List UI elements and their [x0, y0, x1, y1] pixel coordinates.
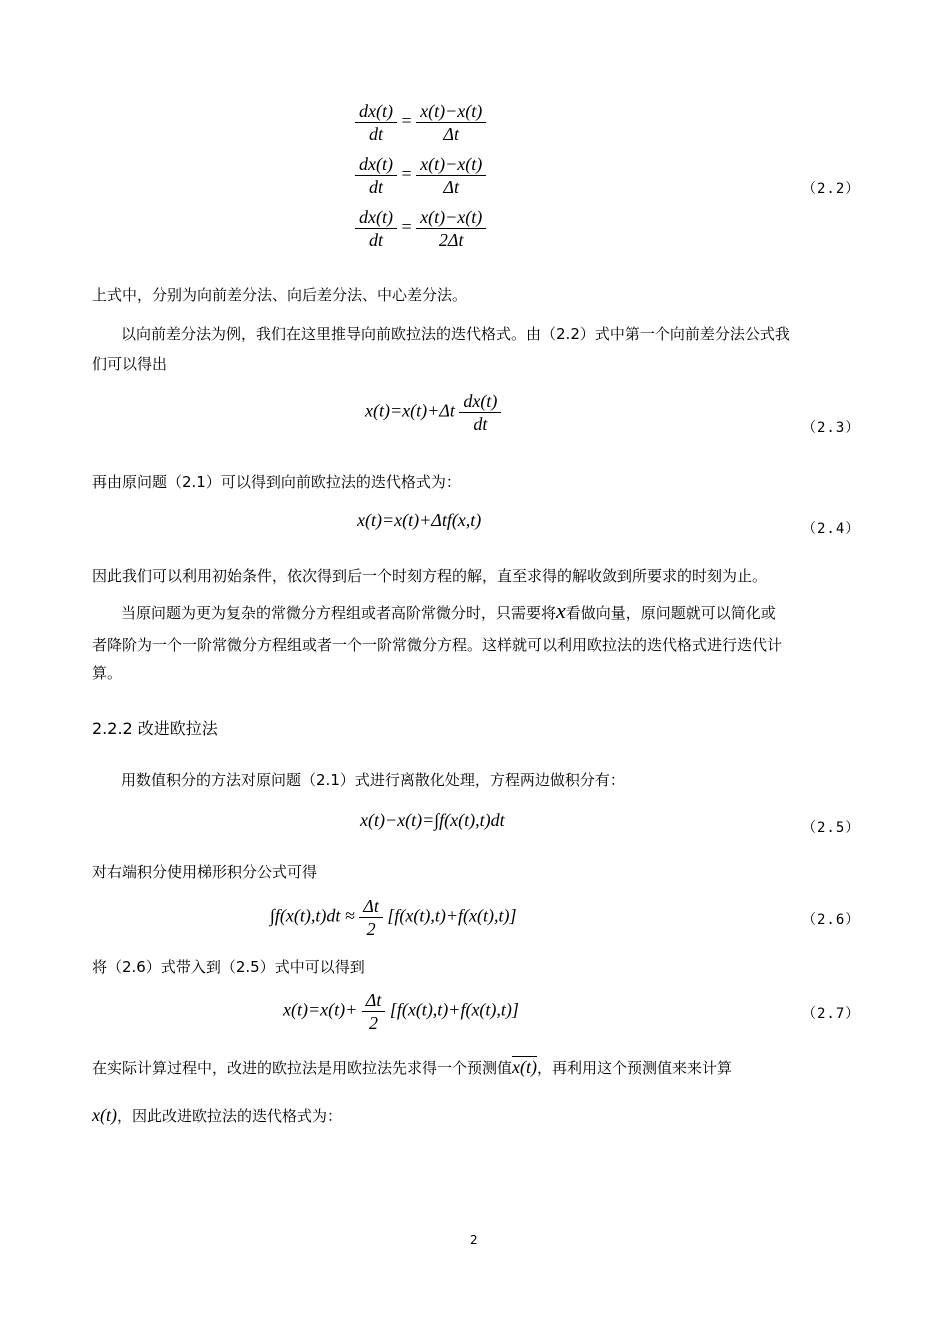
equation-2-2-row-1: $\frac{dx(t)}{dt}$ = $\frac{x(t)-x(t)}{\Delta t}$: [355, 100, 486, 145]
equation-label-2-5: （2.5）: [802, 820, 861, 836]
equation-2-7: x(t)=x(t)+ $\frac{\Delta t}{2}$ [f(x(t),t)+f(x(t),t)]: [283, 990, 519, 1033]
paragraph-substitute: 将（2.6）式带入到（2.5）式中可以得到: [92, 958, 365, 976]
paragraph-initial-conditions: 因此我们可以利用初始条件，依次得到后一个时刻方程的解，直至求得的解收敛到所要求的时刻为止。: [92, 567, 768, 585]
paragraph-predictor-1: 在实际计算过程中，改进的欧拉法是用欧拉法先求得一个预测值x(t)，再利用这个预测值来来计算: [92, 1057, 733, 1077]
paragraph-forward-euler-intro-2: 们可以得出: [92, 355, 168, 373]
section-heading-improved-euler: 2.2.2 改进欧拉法: [92, 719, 218, 738]
paragraph-euler-iteration: 再由原问题（2.1）可以得到向前欧拉法的迭代格式为：: [92, 473, 461, 491]
equation-label-2-4: （2.4）: [802, 521, 861, 537]
paragraph-vector-reduction-1: 当原问题为更为复杂的常微分方程组或者高阶常微分时，只需要将x看做向量，原问题就可以简化或: [121, 598, 776, 623]
paragraph-difference-methods: 上式中，分别为向前差分法、向后差分法、中心差分法。: [92, 286, 468, 304]
equation-2-5: x(t)−x(t)=∫f(x(t),t)dt: [360, 810, 505, 830]
equation-label-2-3: （2.3）: [802, 420, 861, 436]
equation-2-2-row-2: $\frac{dx(t)}{dt}$ = $\frac{x(t)-x(t)}{\Delta t}$: [355, 153, 486, 198]
paragraph-trapezoid-rule: 对右端积分使用梯形积分公式可得: [92, 863, 318, 881]
equation-label-2-7: （2.7）: [802, 1006, 861, 1022]
equation-2-6: ∫f(x(t),t)dt ≈ $\frac{\Delta t}{2}$ [f(x(t),t)+f(x(t),t)]: [270, 896, 517, 939]
paragraph-vector-reduction-3: 算。: [92, 664, 123, 682]
paragraph-predictor-2: x(t)，因此改进欧拉法的迭代格式为：: [92, 1105, 342, 1125]
equation-2-2-row-3: $\frac{dx(t)}{dt}$ = $\frac{x(t)-x(t)}{2\Delta t}$: [355, 206, 486, 251]
equation-2-4: x(t)=x(t)+Δtf(x,t): [357, 510, 482, 530]
equation-label-2-2: （2.2）: [802, 181, 861, 197]
paragraph-vector-reduction-2: 者降阶为一个一阶常微分方程组或者一个一阶常微分方程。这样就可以利用欧拉法的迭代格式进行迭代计: [92, 636, 783, 654]
paragraph-forward-euler-intro-1: 以向前差分法为例，我们在这里推导向前欧拉法的迭代格式。由（2.2）式中第一个向前差分法公式我: [121, 325, 790, 343]
equation-label-2-6: （2.6）: [802, 912, 861, 928]
page-number: 2: [470, 1233, 478, 1247]
paragraph-numerical-integration: 用数值积分的方法对原问题（2.1）式进行离散化处理，方程两边做积分有：: [121, 771, 625, 789]
equation-2-3: x(t)=x(t)+Δt $\frac{dx(t)}{dt}$: [365, 390, 501, 435]
